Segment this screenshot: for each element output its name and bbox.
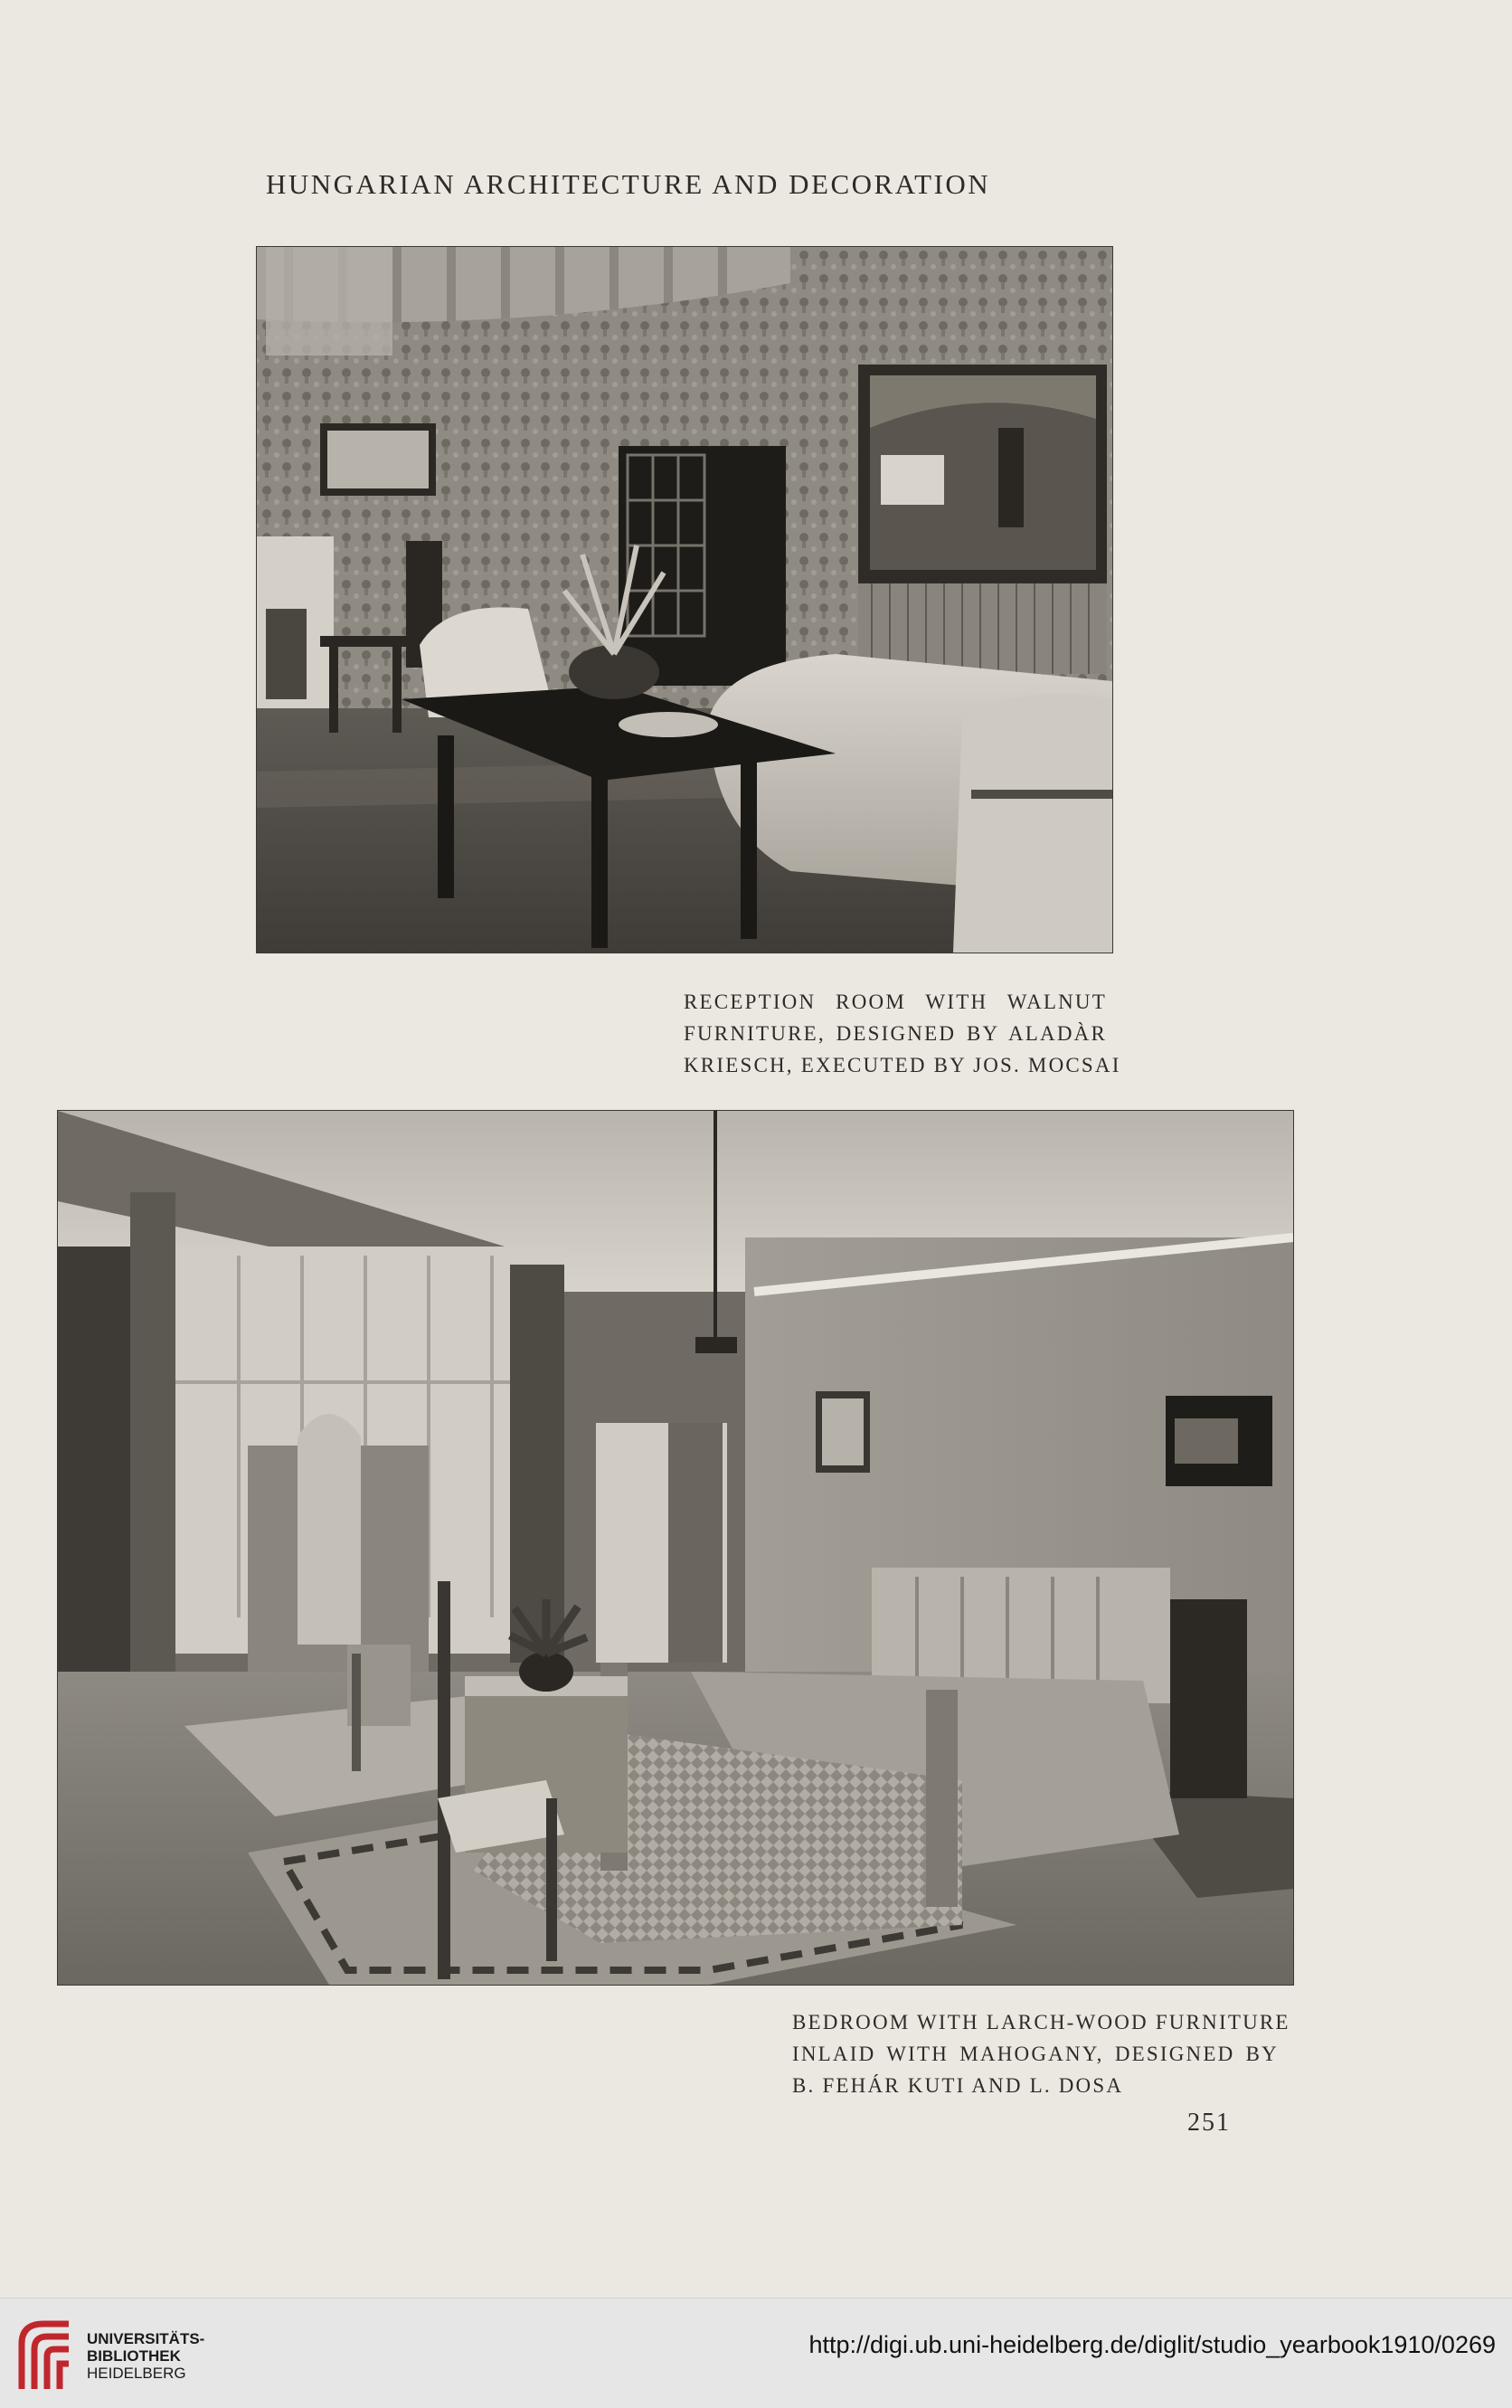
caption-line: KRIESCH, EXECUTED BY JOS. MOCSAI — [684, 1054, 1121, 1076]
library-name-line: UNIVERSITÄTS- — [87, 2330, 205, 2347]
page-number: 251 — [1187, 2109, 1231, 2137]
library-name — [87, 2330, 204, 2382]
bedroom-photograph — [57, 1110, 1294, 1986]
reception-room-photograph — [256, 246, 1113, 953]
reception-room-caption — [684, 986, 1121, 1081]
library-name-line: HEIDELBERG — [87, 2365, 186, 2382]
caption-line: FURNITURE, DESIGNED BY ALADÀR — [684, 1022, 1107, 1045]
digitization-footer — [0, 2298, 1512, 2408]
bedroom-caption — [792, 2006, 1290, 2101]
library-name-line: BIBLIOTHEK — [87, 2347, 181, 2365]
caption-line: INLAID WITH MAHOGANY, DESIGNED BY — [792, 2043, 1279, 2065]
caption-line: BEDROOM WITH LARCH-WOOD FURNITURE — [792, 2011, 1290, 2034]
source-url-link[interactable]: http://digi.ub.uni-heidelberg.de/diglit/studio_yearbook1910/0269 — [808, 2331, 1496, 2358]
caption-line: RECEPTION ROOM WITH WALNUT — [684, 991, 1107, 1013]
running-title: HUNGARIAN ARCHITECTURE AND DECORATION — [266, 168, 991, 200]
university-library-logo-icon — [16, 2317, 74, 2393]
caption-line: B. FEHÁR KUTI AND L. DOSA — [792, 2074, 1124, 2097]
